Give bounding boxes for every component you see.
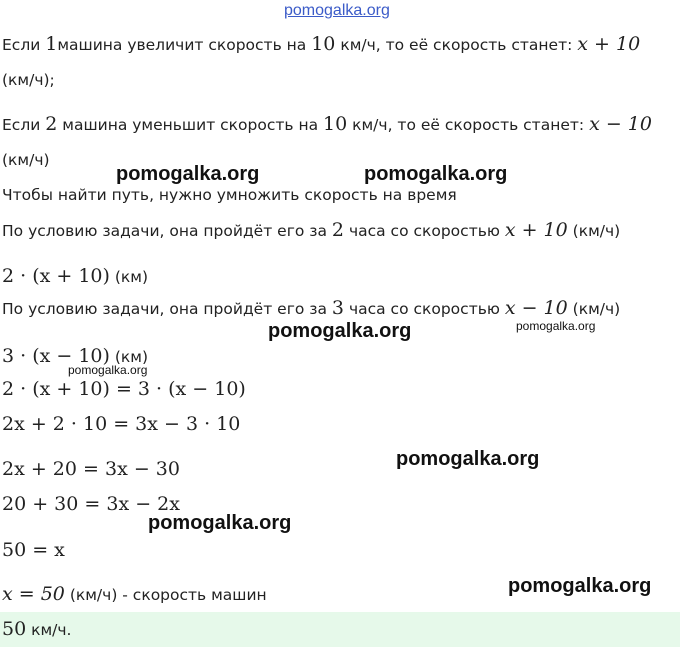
text-line-3 (2, 114, 652, 135)
math-number: 50 (2, 618, 27, 640)
text-line-5: Чтобы найти путь, нужно умножить скорость на время (2, 186, 457, 204)
text-part: км/ч, то её скорость станет: (335, 36, 578, 54)
text-part: (км/ч) (567, 300, 621, 318)
text-part: (км) (109, 268, 149, 286)
watermark: pomogalka.org (516, 319, 596, 333)
text-part: По условию задачи, она пройдёт его за (2, 222, 332, 240)
math-number: 10 (311, 33, 336, 55)
text-part: По условию задачи, она пройдёт его за (2, 300, 332, 318)
watermark: pomogalka.org (68, 363, 148, 377)
text-part: часа со скоростью (344, 222, 505, 240)
text-part: (км/ч) (567, 222, 621, 240)
text-part: машина увеличит скорость на (57, 36, 312, 54)
equation-1: 2 · (x + 10) = 3 · (x − 10) (2, 378, 246, 400)
math-number: 2 (45, 113, 58, 135)
top-watermark-link[interactable]: pomogalka.org (284, 2, 390, 19)
math-expression: x = 50 (2, 583, 65, 605)
text-part: км/ч. (26, 621, 72, 639)
equation-2: 2x + 2 · 10 = 3x − 3 · 10 (2, 413, 241, 435)
text-line-8 (2, 298, 620, 319)
watermark: pomogalka.org (364, 163, 508, 185)
text-part: Если (2, 36, 46, 54)
math-number: 2 (331, 219, 345, 241)
text-line-2: (км/ч); (2, 71, 55, 89)
text-part: машина уменьшит скорость на (57, 116, 324, 134)
math-number: 3 (331, 297, 345, 319)
math-expression: 3 · (x − 10) (2, 345, 110, 367)
watermark: pomogalka.org (148, 512, 292, 534)
text-part: (км/ч) - скорость машин (64, 586, 267, 604)
text-part: Если (2, 116, 46, 134)
text-line-4: (км/ч) (2, 151, 50, 169)
watermark: pomogalka.org (268, 320, 412, 342)
text-line-10 (2, 584, 267, 605)
text-line-6 (2, 220, 620, 241)
math-expression: x − 10 (504, 297, 568, 319)
text-line-1 (2, 34, 640, 55)
math-expression: x + 10 (577, 33, 641, 55)
math-expression: x − 10 (589, 113, 652, 135)
text-part: (км) (109, 348, 149, 366)
math-number: 10 (323, 113, 348, 135)
watermark: pomogalka.org (116, 163, 260, 185)
text-part: часа со скоростью (344, 300, 505, 318)
equation-5: 50 = x (2, 539, 65, 561)
text-line-7 (2, 264, 148, 288)
answer-text (2, 618, 71, 641)
equation-3: 2x + 20 = 3x − 30 (2, 458, 180, 480)
math-expression: x + 10 (504, 219, 568, 241)
text-part: км/ч, то её скорость станет: (347, 116, 590, 134)
answer-box (0, 612, 680, 647)
watermark: pomogalka.org (508, 575, 652, 597)
equation-4: 20 + 30 = 3x − 2x (2, 493, 180, 515)
math-expression: 2 · (x + 10) (2, 265, 110, 287)
math-number: 1 (45, 33, 58, 55)
watermark: pomogalka.org (396, 448, 540, 470)
